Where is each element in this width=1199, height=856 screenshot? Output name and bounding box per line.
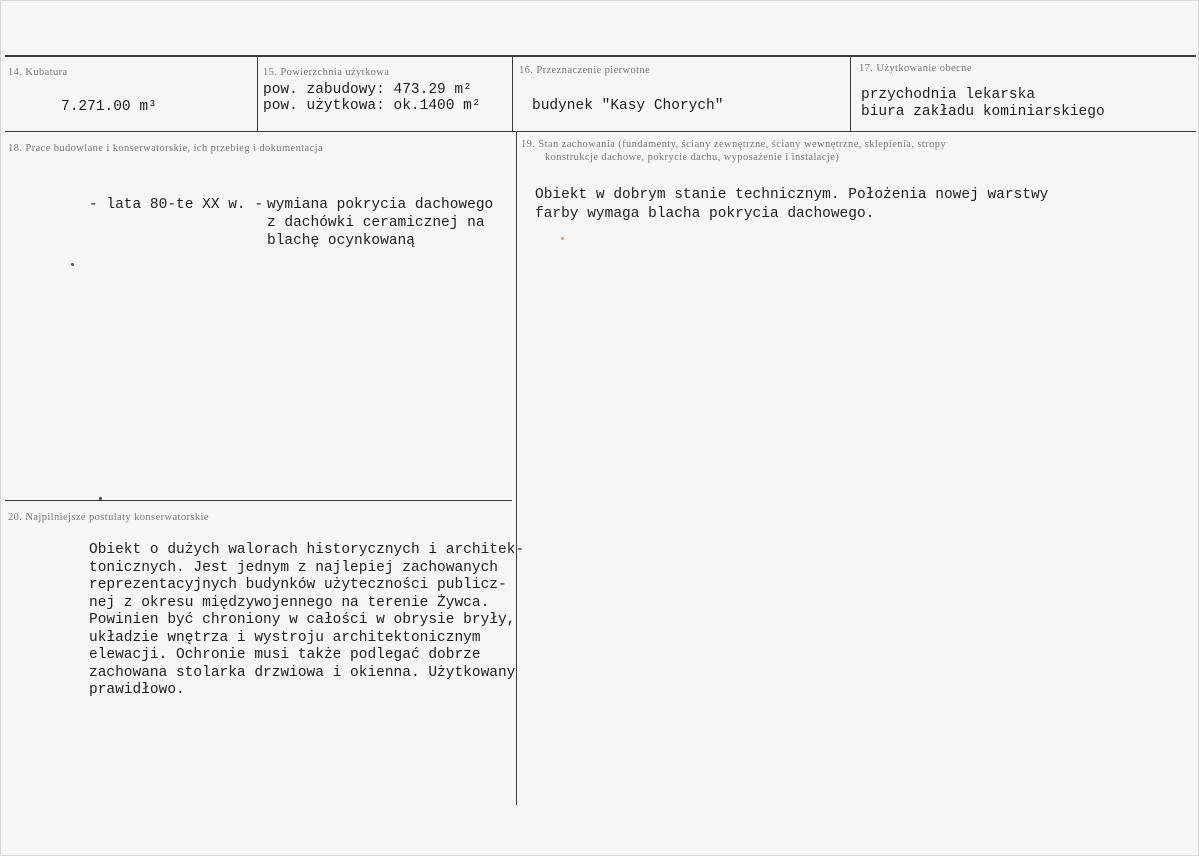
field15-line1: pow. zabudowy: 473.29 m² [263, 82, 472, 98]
field20-line: Obiekt o dużych walorach historycznych i architek- [89, 542, 525, 558]
field18-line1: wymiana pokrycia dachowego [267, 197, 494, 213]
divider-14-15 [257, 57, 258, 132]
field20-line: zachowana stolarka drzwiowa i okienna. Użytkowany [89, 664, 516, 681]
field15-line2: pow. użytkowa: ok.1400 m² [263, 98, 481, 114]
ink-speck [99, 497, 102, 500]
field19-label-line2: konstrukcje dachowe, pokrycie dachu, wyposażenie i instalacje) [545, 152, 840, 163]
top-rule [5, 55, 1196, 57]
field18-period: - lata 80-te XX w. - [89, 197, 264, 213]
field19-line1: Obiekt w dobrym stanie technicznym. Położenia nowej warstwy [535, 187, 1049, 203]
field17-line1: przychodnia lekarska [861, 87, 1036, 103]
field20-line: elewacji. Ochronie musi także podlegać dobrze [89, 647, 481, 663]
field18-line3: blachę ocynkowaną [267, 233, 415, 249]
field14-value: 7.271.00 m³ [61, 99, 157, 115]
row1-bottom-rule [5, 131, 1196, 132]
field20-line: nej z okresu międzywojennego na terenie Żywca. [89, 594, 490, 611]
divider-left-right [516, 132, 517, 805]
ink-speck [71, 263, 74, 266]
field20-label: 20. Najpilniejsze postulaty konserwatorskie [8, 512, 209, 523]
field20-line: Powinien być chroniony w całości w obrysie bryły, [89, 612, 516, 628]
field18-label: 18. Prace budowlane i konserwatorskie, ich przebieg i dokumentacja [8, 143, 324, 154]
field20-line: reprezentacyjnych budynków użyteczności publicz- [89, 577, 507, 593]
field16-label: 16. Przeznaczenie pierwotne [519, 65, 651, 76]
field17-label: 17. Użytkowanie obecne [859, 63, 972, 74]
divider-16-17 [850, 57, 851, 132]
field20-paragraph [89, 542, 524, 700]
field20-line: tonicznych. Jest jednym z najlepiej zachowanych [89, 559, 498, 576]
ink-speck [561, 237, 564, 240]
field18-line2: z dachówki ceramicznej na [267, 215, 485, 231]
field19-line2: farby wymaga blacha pokrycia dachowego. [535, 206, 875, 222]
field18-bottom-rule [5, 500, 512, 501]
field20-line: układzie wnętrza i wystroju architektonicznym [89, 629, 481, 646]
field16-value: budynek "Kasy Chorych" [532, 98, 724, 114]
divider-15-16 [512, 57, 513, 132]
field19-label-line1: 19. Stan zachowania (fundamenty, ściany zewnętrzne, ściany wewnętrzne, sklepienia, stropy [521, 139, 947, 150]
field15-label: 15. Powierzchnia użytkowa [263, 67, 390, 78]
field20-line: prawidłowo. [89, 682, 185, 698]
field14-label: 14. Kubatura [8, 67, 68, 78]
field17-line2: biura zakładu kominiarskiego [861, 104, 1105, 120]
